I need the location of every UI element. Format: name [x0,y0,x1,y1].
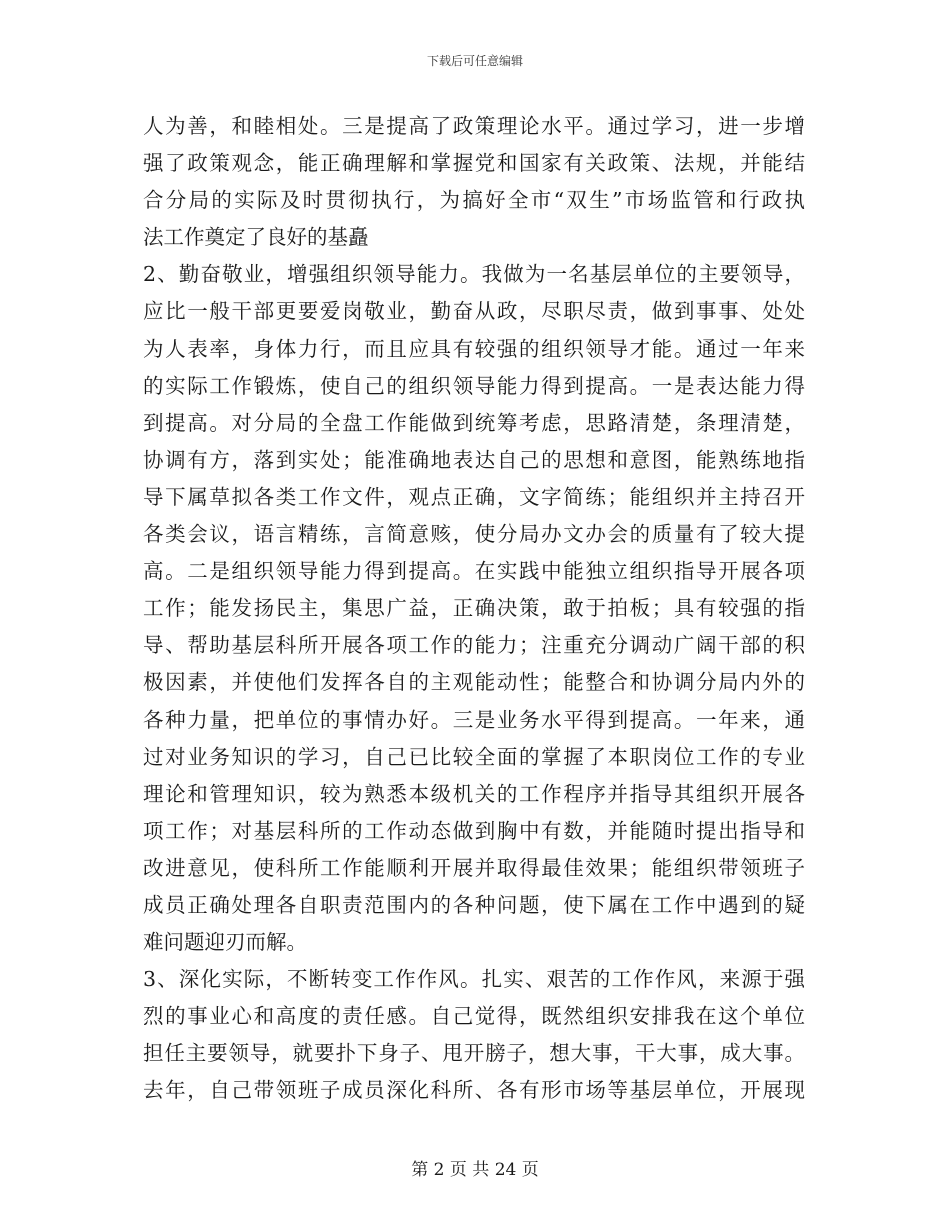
body-line: 3、深化实际，不断转变工作作风。扎实、艰苦的工作作风，来源于强 [143,967,805,992]
body-line: 人为善，和睦相处。三是提高了政策理论水平。通过学习，进一步增 [143,114,805,138]
body-line: 强了政策观念，能正确理解和掌握党和国家有关政策、法规，并能结 [143,151,805,176]
body-line: 烈的事业心和高度的责任感。自己觉得，既然组织安排我在这个单位 [143,1004,805,1029]
body-line: 工作；能发扬民主，集思广益，正确决策，敢于拍板；具有较强的指 [143,596,805,621]
page-number-footer: 第 2 页 共 24 页 [411,1160,539,1180]
body-line: 各类会议，语言精练，言简意赅，使分局办文办会的质量有了较大提 [143,522,805,547]
body-line: 到提高。对分局的全盘工作能做到统筹考虑，思路清楚，条理清楚， [143,410,805,435]
body-line: 应比一般干部更要爱岗敬业，勤奋从政，尽职尽责，做到事事、处处 [143,299,805,324]
body-line: 项工作；对基层科所的工作动态做到胸中有数，并能随时提出指导和 [143,818,805,843]
body-line: 去年，自己带领班子成员深化科所、各有形市场等基层单位，开展现 [143,1078,805,1103]
body-line: 导、帮助基层科所开展各项工作的能力；注重充分调动广阔干部的积 [143,633,805,658]
body-line: 2、勤奋敬业，增强组织领导能力。我做为一名基层单位的主要领导， [143,262,805,287]
body-line: 合分局的实际及时贯彻执行，为搞好全市“双生”市场监管和行政执 [143,188,805,213]
body-line: 极因素，并使他们发挥各自的主观能动性；能整合和协调分局内外的 [143,670,805,695]
body-line: 各种力量，把单位的事情办好。三是业务水平得到提高。一年来，通 [143,707,805,732]
body-line: 难问题迎刃而解。 [143,930,307,955]
page-header-note: 下载后可任意编辑 [426,54,523,68]
document-body [143,108,805,1110]
body-line: 为人表率，身体力行，而且应具有较强的组织领导才能。通过一年来 [143,336,805,361]
body-line: 担任主要领导，就要扑下身子、甩开膀子，想大事，干大事，成大事。 [143,1041,805,1066]
body-line: 法工作奠定了良好的基矗 [143,225,369,250]
body-line: 高。二是组织领导能力得到提高。在实践中能独立组织指导开展各项 [143,559,805,584]
body-line: 的实际工作锻炼，使自己的组织领导能力得到提高。一是表达能力得 [143,373,805,398]
body-line: 协调有方，落到实处；能准确地表达自己的思想和意图，能熟练地指 [143,447,805,472]
body-line: 理论和管理知识，较为熟悉本级机关的工作程序并指导其组织开展各 [143,781,805,806]
body-line: 导下属草拟各类工作文件，观点正确，文字简练；能组织并主持召开 [143,484,805,509]
body-line: 改进意见，使科所工作能顺利开展并取得最佳效果；能组织带领班子 [143,855,805,880]
body-line: 过对业务知识的学习，自己已比较全面的掌握了本职岗位工作的专业 [143,744,805,769]
body-line: 成员正确处理各自职责范围内的各种问题，使下属在工作中遇到的疑 [143,892,805,917]
